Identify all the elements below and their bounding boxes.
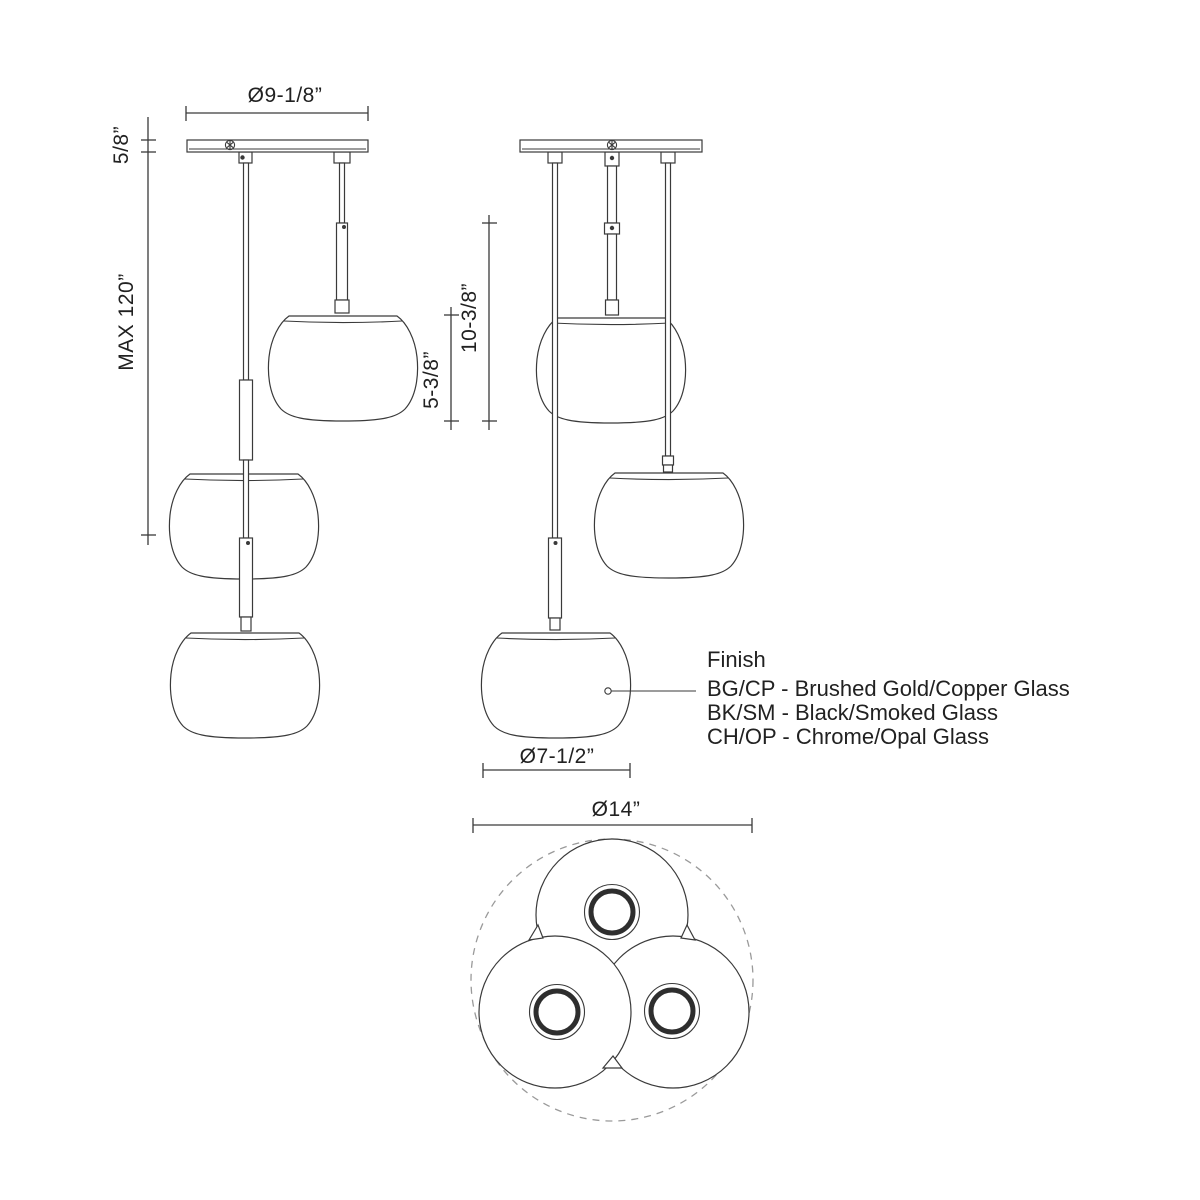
- dimension-stem-drop: [458, 215, 497, 430]
- shade-bottom: [481, 633, 630, 738]
- shade-diameter-label: Ø7-1/2”: [519, 745, 595, 768]
- dimension-shade-diameter: [483, 745, 630, 778]
- dimension-overall-diameter: [473, 798, 752, 833]
- finish-option: BK/SM - Black/Smoked Glass: [707, 700, 998, 725]
- dimension-canopy-diameter: [186, 84, 368, 121]
- overall-diameter-label: Ø14”: [591, 798, 641, 821]
- shade-height-label: 5-3/8”: [420, 351, 443, 409]
- stem-short: [334, 152, 350, 313]
- finish-legend-title: Finish: [707, 647, 766, 672]
- finish-option: BG/CP - Brushed Gold/Copper Glass: [707, 676, 1070, 701]
- canopy-diameter-label: Ø9-1/8”: [247, 84, 323, 107]
- front-view-right: [481, 140, 743, 738]
- plan-view: [471, 798, 753, 1121]
- stem-right: [661, 152, 675, 472]
- canopy: [520, 140, 702, 152]
- front-view-left: [169, 140, 417, 738]
- dimension-canopy-thickness-and-max-drop: [110, 117, 156, 545]
- canopy: [187, 140, 368, 152]
- finish-option: CH/OP - Chrome/Opal Glass: [707, 724, 990, 749]
- max-drop-label: MAX 120”: [115, 273, 138, 371]
- shade-upper: [268, 316, 417, 421]
- stem-drop-label: 10-3/8”: [458, 282, 481, 354]
- canopy-thickness-label: 5/8”: [110, 125, 133, 165]
- stem-center: [605, 152, 620, 315]
- shade-top: [536, 318, 685, 423]
- shade-right: [594, 473, 743, 578]
- stem-long: [239, 152, 253, 631]
- shade-lower: [170, 633, 319, 738]
- dimension-shade-height: [420, 307, 459, 430]
- finish-legend: [605, 647, 1070, 749]
